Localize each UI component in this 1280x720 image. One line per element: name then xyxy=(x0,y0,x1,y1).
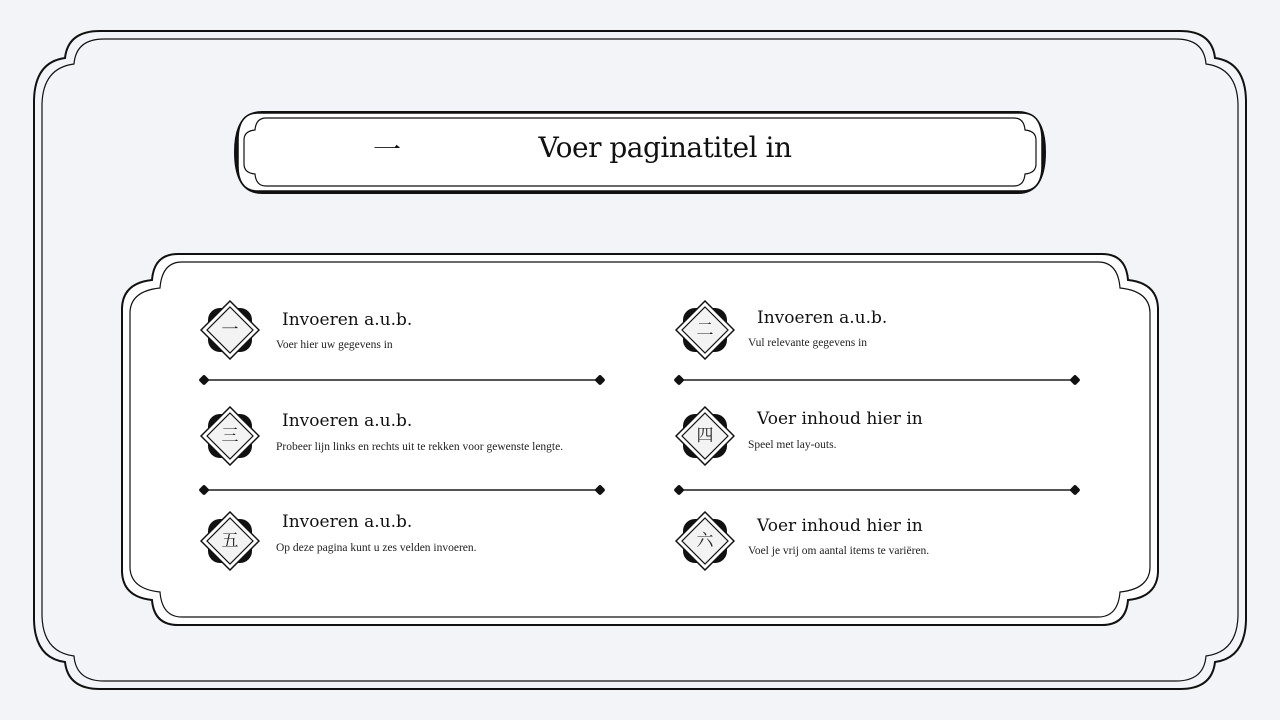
item-title[interactable]: Voer inhoud hier in xyxy=(757,409,923,429)
divider-end-dot xyxy=(1069,484,1080,495)
list-item xyxy=(200,300,620,370)
list-item xyxy=(200,511,620,581)
divider-end-dot xyxy=(198,374,209,385)
number-badge xyxy=(200,406,260,466)
badge-number: 四 xyxy=(696,426,714,446)
item-description[interactable]: Voel je vrij om aantal items te variëren. xyxy=(748,545,930,557)
item-title[interactable]: Invoeren a.u.b. xyxy=(282,512,413,532)
divider-end-dot xyxy=(198,484,209,495)
divider xyxy=(675,375,1079,385)
list-item xyxy=(675,300,1095,370)
item-description[interactable]: Probeer lijn links en rechts uit te rekken voor gewenste lengte. xyxy=(276,441,564,453)
item-description[interactable]: Op deze pagina kunt u zes velden invoeren. xyxy=(276,542,477,554)
divider-end-dot xyxy=(673,484,684,495)
badge-number: 三 xyxy=(221,426,239,446)
divider xyxy=(200,375,604,385)
list-item xyxy=(200,406,620,476)
item-description[interactable]: Speel met lay-outs. xyxy=(748,439,837,451)
badge-number: 二 xyxy=(696,320,714,340)
badge-number: 五 xyxy=(221,531,239,551)
item-title[interactable]: Voer inhoud hier in xyxy=(757,516,923,536)
badge-number: 一 xyxy=(221,320,239,340)
item-title[interactable]: Invoeren a.u.b. xyxy=(282,310,413,330)
page-title[interactable]: Voer paginatitel in xyxy=(538,131,792,164)
item-description[interactable]: Voer hier uw gegevens in xyxy=(276,339,393,351)
item-description[interactable]: Vul relevante gegevens in xyxy=(748,337,868,349)
divider-end-dot xyxy=(1069,374,1080,385)
divider xyxy=(200,485,604,495)
number-badge xyxy=(675,406,735,466)
divider-end-dot xyxy=(594,484,605,495)
list-item xyxy=(675,406,1095,476)
list-item xyxy=(675,511,1095,581)
number-badge xyxy=(200,511,260,571)
divider xyxy=(675,485,1079,495)
divider-end-dot xyxy=(594,374,605,385)
title-number: 一 xyxy=(372,133,401,166)
item-title[interactable]: Invoeren a.u.b. xyxy=(282,411,413,431)
divider-end-dot xyxy=(673,374,684,385)
badge-number: 六 xyxy=(696,531,714,551)
number-badge xyxy=(675,300,735,360)
item-title[interactable]: Invoeren a.u.b. xyxy=(757,308,888,328)
number-badge xyxy=(200,300,260,360)
number-badge xyxy=(675,511,735,571)
